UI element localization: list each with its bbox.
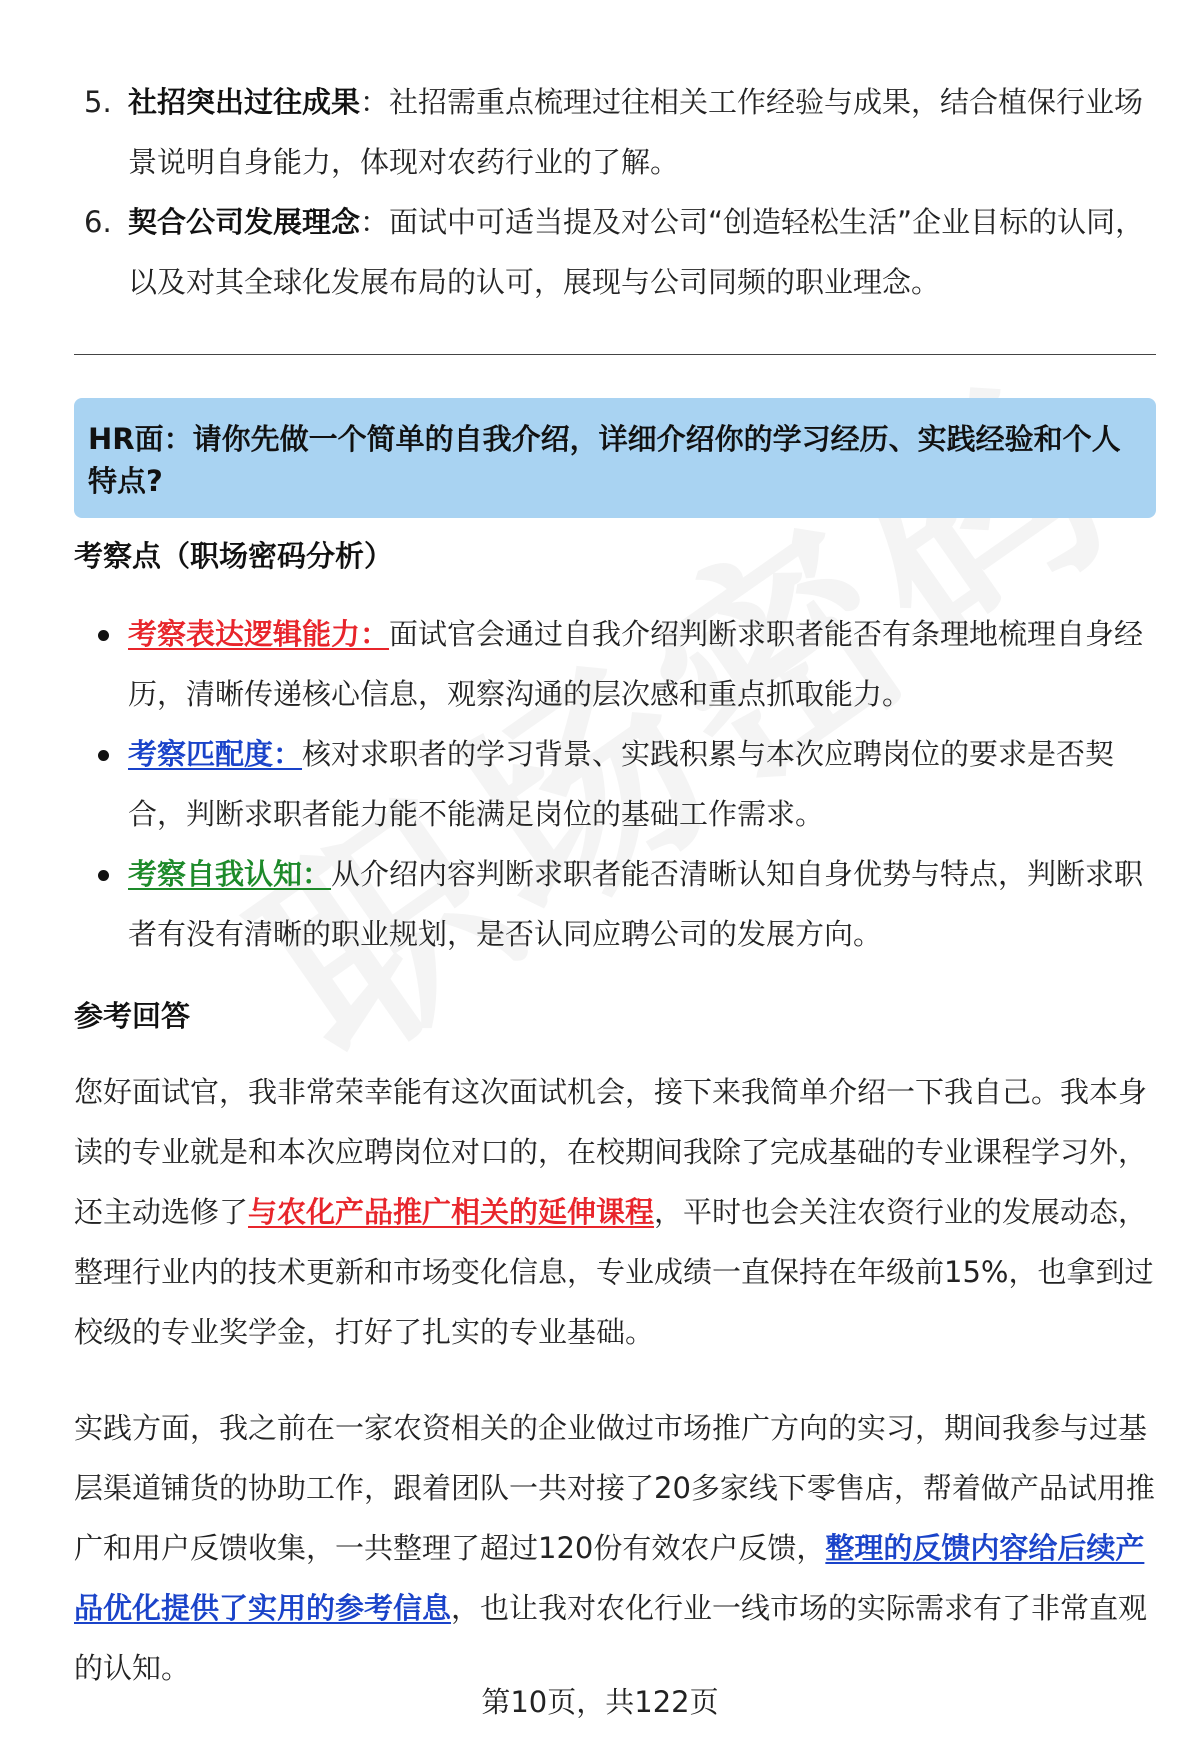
answer-heading: 参考回答 <box>74 999 191 1033</box>
exam-point-match <box>0 724 1200 844</box>
exam-point-text: 从介绍内容判断求职者能否清晰认知自身优势与特点，判断求职者有没有清晰的职业规划，是否认同应聘公司的发展方向。 <box>128 857 1144 951</box>
item-title: 契合公司发展理念 <box>128 205 361 239</box>
numbered-item-5 <box>0 72 1200 192</box>
item-text: 面试中可适当提及对公司“创造轻松生活”企业目标的认同，以及对其全球化发展布局的认可，展现与公司同频的职业理念。 <box>128 205 1145 299</box>
item-title: 社招突出过往成果 <box>128 85 361 119</box>
answer-highlight: 与农化产品推广相关的延伸课程 <box>248 1195 655 1229</box>
item-text: 社招需重点梳理过往相关工作经验与成果，结合植保行业场景说明自身能力，体现对农药行业的了解。 <box>128 85 1144 179</box>
answer-text: 您好面试官，我非常荣幸能有这次面试机会，接下来我简单介绍一下我自己。我本身读的专业就是和本次应聘岗位对口的，在校期间我除了完成基础的专业课程学习外，还主动选修了 <box>74 1075 1148 1229</box>
answer-text: ，也让我对农化行业一线市场的实际需求有了非常直观的认知。 <box>74 1591 1148 1685</box>
exam-points-list <box>0 604 1200 964</box>
item-separator: ： <box>360 205 390 239</box>
exam-point-label: 考察匹配度： <box>128 737 303 771</box>
exam-point-text: 面试官会通过自我介绍判断求职者能否有条理地梳理自身经历，清晰传递核心信息，观察沟通的层次感和重点抓取能力。 <box>128 617 1144 711</box>
bullet-dot <box>98 870 109 881</box>
answer-highlight: 整理的反馈内容给后续产品优化提供了实用的参考信息 <box>74 1531 1145 1625</box>
question-box: HR面：请你先做一个简单的自我介绍，详细介绍你的学习经历、实践经验和个人特点? <box>74 398 1156 518</box>
bullet-dot <box>98 630 109 641</box>
exam-points-heading: 考察点（职场密码分析） <box>74 539 394 573</box>
exam-point-self-awareness <box>0 844 1200 964</box>
page-number: 第10页，共122页 <box>481 1685 719 1719</box>
item-index: 6. <box>84 205 112 239</box>
exam-point-label: 考察自我认知： <box>128 857 332 891</box>
exam-point-label: 考察表达逻辑能力： <box>128 617 390 651</box>
numbered-list <box>0 72 1200 312</box>
item-separator: ： <box>360 85 390 119</box>
bullet-dot <box>98 750 109 761</box>
numbered-item-6 <box>0 192 1200 312</box>
exam-point-text: 核对求职者的学习背景、实践积累与本次应聘岗位的要求是否契合，判断求职者能力能不能满足岗位的基础工作需求。 <box>128 737 1115 831</box>
exam-point-logic <box>0 604 1200 724</box>
item-index: 5. <box>84 85 112 119</box>
answer-text: ，平时也会关注农资行业的发展动态，整理行业内的技术更新和市场变化信息，专业成绩一直保持在年级前15%，也拿到过校级的专业奖学金，打好了扎实的专业基础。 <box>74 1195 1154 1349</box>
answer-text: 实践方面，我之前在一家农资相关的企业做过市场推广方向的实习，期间我参与过基层渠道铺货的协助工作，跟着团队一共对接了20多家线下零售店，帮着做产品试用推广和用户反馈收集，一共整理了超过120份有效农户反馈， <box>74 1411 1155 1565</box>
answer-paragraph-1 <box>74 1062 1158 1362</box>
answer-paragraph-2 <box>74 1398 1158 1698</box>
section-divider <box>74 354 1156 355</box>
